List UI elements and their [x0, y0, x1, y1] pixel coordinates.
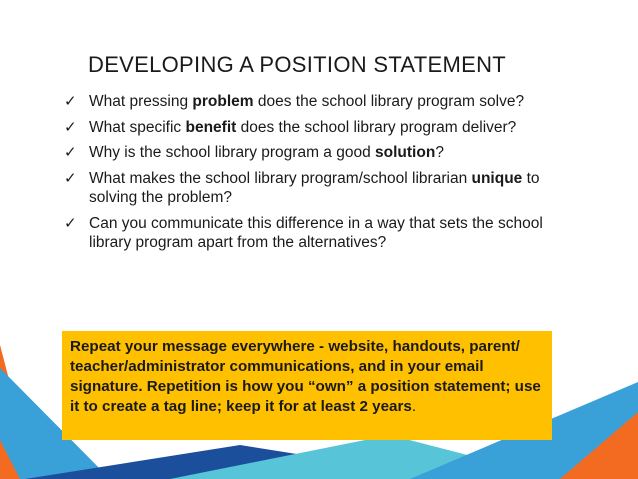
bullet-text: What makes the school library program/school librarian: [89, 169, 472, 187]
bullet-item: [62, 214, 562, 253]
callout-end: .: [411, 398, 417, 415]
bullet-text: What specific: [89, 118, 186, 136]
bullet-text: to solving the problem?: [89, 169, 540, 206]
bullet-bold: unique: [471, 169, 523, 187]
check-icon: ✓: [64, 169, 77, 187]
bullet-text: Why is the school library program a good: [89, 144, 376, 161]
bullet-bold: problem: [192, 93, 254, 110]
bullet-bold: solution: [375, 144, 436, 161]
bullet-text: does the school library program deliver?: [236, 118, 517, 136]
bullet-item: [62, 92, 562, 112]
bullet-list: [62, 92, 562, 259]
callout-box: [62, 331, 552, 440]
bullet-item: [62, 118, 562, 138]
bullet-text: What pressing: [89, 93, 193, 110]
check-icon: ✓: [64, 93, 77, 110]
check-icon: ✓: [64, 118, 77, 136]
slide-title: DEVELOPING A POSITION STATEMENT: [88, 52, 507, 77]
check-icon: ✓: [64, 144, 77, 161]
bullet-bold: benefit: [185, 118, 237, 136]
bullet-item: [62, 143, 562, 163]
bullet-text: Can you communicate this difference in a way that sets the school library program apart from the alternatives?: [89, 214, 543, 251]
bullet-text: does the school library program solve?: [253, 93, 525, 110]
callout-text: Repeat your message everywhere - website, handouts, parent/ teacher/administrator communications, and in your email signature. Repetition is how you “own” a position statement; use it to create a tag line; keep it for at least 2 years: [70, 338, 541, 415]
bullet-text: ?: [435, 144, 444, 161]
check-icon: ✓: [64, 214, 77, 232]
bullet-item: [62, 169, 562, 208]
